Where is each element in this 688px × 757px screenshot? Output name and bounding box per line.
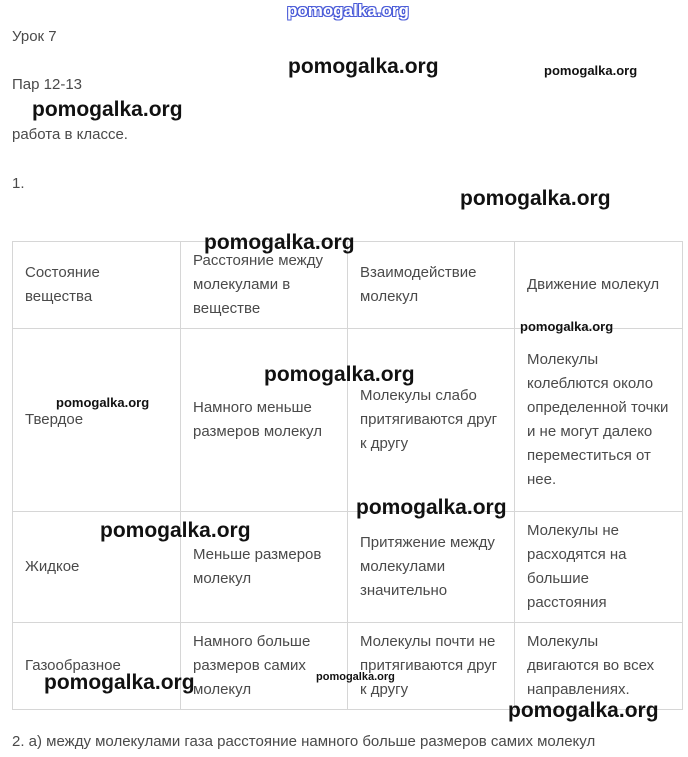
table-row	[13, 329, 683, 512]
table-cell: Притяжение между молекулами значительно	[348, 512, 515, 623]
watermark: pomogalka.org	[204, 231, 355, 254]
table-cell: Молекулы колеблются около определенной точки и не могут далеко переместиться от нее.	[515, 329, 683, 512]
watermark: pomogalka.org	[264, 363, 415, 386]
header-cell-motion: Движение молекул	[515, 242, 683, 329]
watermark: pomogalka.org	[44, 671, 195, 694]
header-cell-distance: Расстояние между молекулами в веществе	[181, 242, 348, 329]
paragraphs-label: Пар 12-13	[12, 76, 82, 93]
watermark: pomogalka.org	[508, 699, 659, 722]
watermark: pomogalka.org	[544, 63, 638, 78]
watermark: pomogalka.org	[100, 519, 251, 542]
watermark: pomogalka.org	[32, 98, 183, 121]
watermark-top: pomogalka.org	[287, 1, 409, 20]
task-1-number: 1.	[12, 175, 25, 192]
watermark: pomogalka.org	[288, 55, 439, 78]
answer-2: 2. а) между молекулами газа расстояние намного больше размеров самих молекул	[12, 733, 596, 750]
states-of-matter-table	[12, 241, 683, 710]
watermark: pomogalka.org	[520, 319, 614, 334]
watermark: pomogalka.org	[316, 671, 395, 683]
lesson-title: Урок 7	[12, 28, 57, 45]
table-cell: Молекулы слабо притягиваются друг к другу	[348, 329, 515, 512]
table-cell: Намного больше размеров самих молекул	[181, 623, 348, 710]
header-cell-state: Состояние вещества	[13, 242, 181, 329]
header-cell-interaction: Взаимодействие молекул	[348, 242, 515, 329]
table-cell: Молекулы двигаются во всех направлениях.	[515, 623, 683, 710]
watermark: pomogalka.org	[460, 187, 611, 210]
table-cell: Жидкое	[13, 512, 181, 623]
work-type-label: работа в классе.	[12, 126, 128, 143]
table-row	[13, 623, 683, 710]
table-cell: Молекулы почти не притягиваются друг к другу	[348, 623, 515, 710]
watermark: pomogalka.org	[356, 496, 507, 519]
table-cell: Молекулы не расходятся на большие расстояния	[515, 512, 683, 623]
table-cell: Твердое	[13, 329, 181, 512]
table-cell: Намного меньше размеров молекул	[181, 329, 348, 512]
table-cell: Газообразное	[13, 623, 181, 710]
watermark: pomogalka.org	[56, 395, 150, 410]
table-cell: Меньше размеров молекул	[181, 512, 348, 623]
